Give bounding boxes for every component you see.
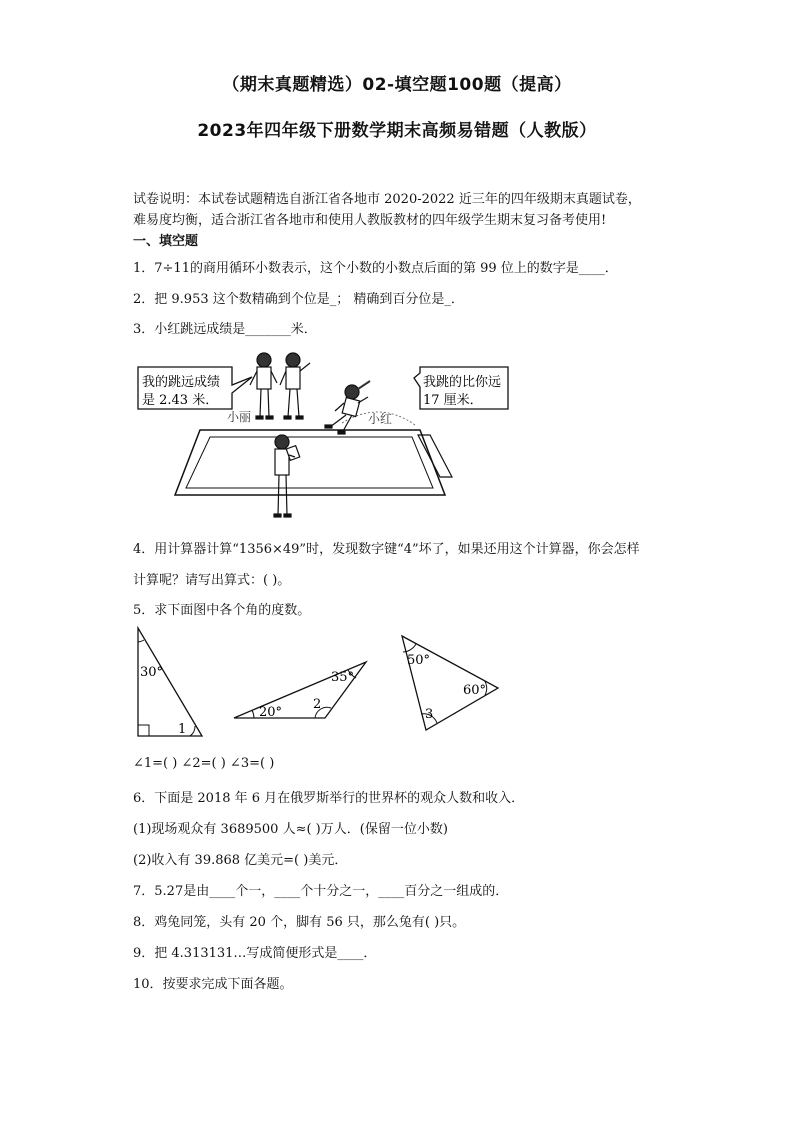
- triangle-3-label: 3: [425, 707, 434, 722]
- intro-line2: 难易度均衡，适合浙江省各地市和使用人教版教材的四年级学生期末复习备考使用!: [133, 213, 607, 228]
- triangle-2-angle-a: 35°: [331, 670, 355, 685]
- triangle-2-angle-b: 20°: [259, 705, 283, 720]
- triangle-3: [402, 636, 498, 730]
- page-title-line2: 2023年四年级下册数学期末高频易错题（人教版）: [197, 121, 597, 141]
- question-5: 5．求下面图中各个角的度数。: [133, 603, 311, 618]
- sand-pit-outer: [175, 430, 445, 495]
- question-5-answers: ∠1=( ) ∠2=( ) ∠3=( ): [133, 756, 275, 771]
- question-2: 2．把 9.953 这个数精确到个位是_； 精确到百分位是_．: [133, 292, 464, 307]
- name-label-right: 小红: [368, 412, 393, 426]
- question-6-part2: (2)收入有 39.868 亿美元=( )美元．: [133, 853, 348, 868]
- name-label-left: 小丽: [227, 410, 252, 424]
- jumping-girl-figure: [325, 381, 370, 434]
- question-8: 8．鸡兔同笼，头有 20 个，脚有 56 只，那么兔有( )只。: [133, 915, 466, 930]
- bubble-right-text-2: 17 厘米．: [423, 393, 483, 408]
- triangle-2: [234, 662, 366, 720]
- page-title-line1: （期末真题精选）02-填空题100题（提高）: [222, 75, 572, 95]
- question-6-part1: (1)现场观众有 3689500 人≈( )万人．(保留一位小数): [133, 822, 448, 837]
- sand-pit-inner: [186, 437, 433, 488]
- question-7: 7．5.27是由____个一，____个十分之一，____百分之一组成的．: [133, 884, 509, 899]
- section-title: 一、填空题: [133, 234, 199, 249]
- question-4-line2: 计算呢？请写出算式：( )。: [133, 573, 291, 588]
- triangle-1-angle: 30°: [140, 665, 164, 680]
- boy-figure: [274, 435, 300, 517]
- question-6: 6．下面是 2018 年 6 月在俄罗斯举行的世界杯的观众人数和收入．: [133, 791, 525, 806]
- question-1: 1．7÷11的商用循环小数表示，这个小数的小数点后面的第 99 位上的数字是____．: [133, 261, 618, 276]
- question-10: 10．按要求完成下面各题。: [133, 977, 293, 992]
- triangles-figure: [130, 622, 510, 742]
- triangle-2-label: 2: [313, 697, 322, 712]
- long-jump-illustration: [130, 345, 510, 525]
- question-9: 9．把 4.313131…写成简便形式是____．: [133, 946, 377, 961]
- bubble-left-text-1: 我的跳远成绩: [142, 375, 221, 390]
- triangle-3-angle-a: 50°: [407, 653, 431, 668]
- girl-figure-1: [250, 353, 277, 419]
- triangle-3-angle-b: 60°: [463, 683, 487, 698]
- question-3: 3．小红跳远成绩是_______米．: [133, 322, 317, 337]
- triangle-1-label: 1: [178, 722, 187, 737]
- question-4-line1: 4．用计算器计算“1356×49”时，发现数字键“4”坏了，如果还用这个计算器，你会怎样: [133, 542, 640, 557]
- bubble-left-text-2: 是 2.43 米．: [142, 393, 219, 408]
- intro-line1: 试卷说明：本试卷试题精选自浙江省各地市 2020-2022 近三年的四年级期末真题试卷，: [133, 192, 641, 207]
- triangle-1: [138, 628, 202, 737]
- bubble-right-text-1: 我跳的比你远: [423, 375, 502, 390]
- girl-figure-2: [280, 353, 310, 419]
